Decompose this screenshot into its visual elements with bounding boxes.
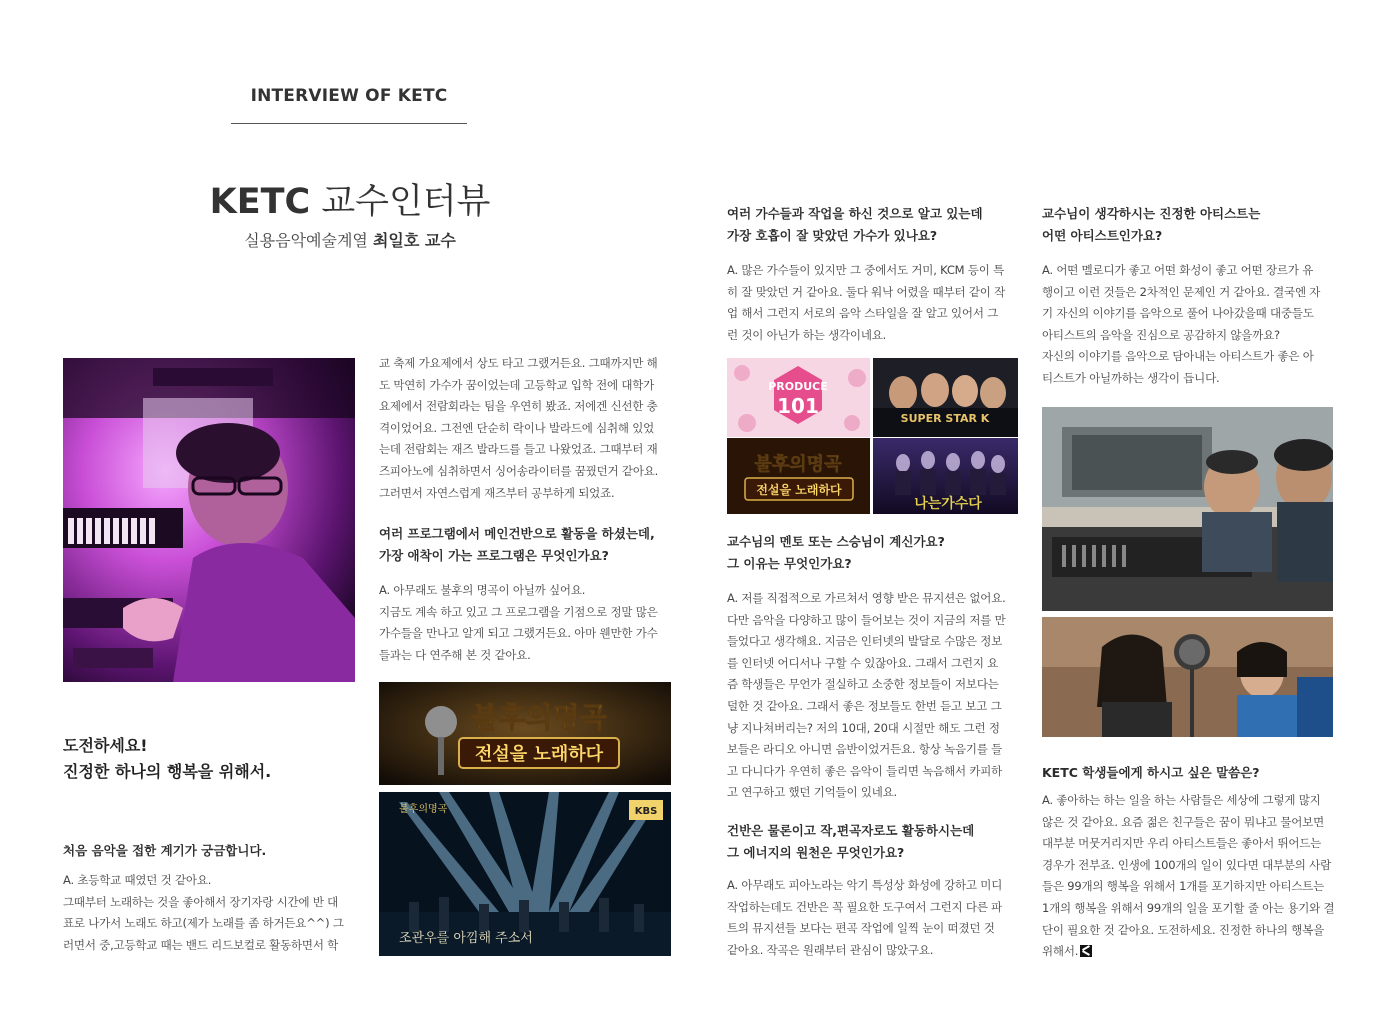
section-label: INTERVIEW OF KETC [250, 86, 448, 106]
answer-7-text: A. 좋아하는 하는 일을 하는 사람들은 세상에 그렇게 많지 않은 것 같아요. 요즘 젊은 친구들은 꿈이 뭐냐고 물어보면 대부분 머뭇거리지만 우리 아티스트들은 좋아서 뛰어드는 경우가 전부죠. 인생에 100개의 일이 있다면 대부분의 사람 들은 99개의 행복을 위해서 1개를 포기하지만 아티스트는 1개의 행복을 위해서 99개의 일을 포기할 줄 아는 용기와 결 단이 필요한 것 같아요. 도전하세요. 진정한 하나의 행복을 위해서. [1042, 793, 1335, 959]
stage-logo: 불후의명곡 [399, 804, 448, 815]
question-7: KETC 학생들에게 하시고 싶은 말씀은? [1042, 765, 1260, 780]
immortal-songs-logo-image [727, 438, 870, 514]
title-divider [231, 123, 467, 124]
answer-2: A. 아무래도 불후의 명곡이 아닐까 싶어요. 지금도 계속 하고 있고 그 프로그램을 기점으로 정말 많은 가수들을 만나고 알게 되고 그랬거든요. 아마 웬만한 가수 들과는 다 연주해 본 것 같아요. [379, 583, 658, 662]
question-6: 교수님이 생각하시는 진정한 아티스트는 어떤 아티스트인가요? [1042, 206, 1261, 243]
subtitle-department: 실용음악예술계열 [244, 231, 373, 250]
slogan: 도전하세요! 진정한 하나의 행복을 위해서. [63, 736, 272, 781]
broadcaster-badge: KBS [634, 806, 658, 817]
superstar-k-image [873, 358, 1018, 437]
question-1: 처음 음악을 접한 계기가 궁금합니다. [63, 843, 267, 858]
produce101-image [727, 358, 870, 437]
title-brand: KETC [209, 182, 311, 222]
answer-6: A. 어떤 멜로디가 좋고 어떤 화성이 좋고 어떤 장르가 유 행이고 이런 것들은 2차적인 문제인 거 같아요. 결국엔 자 기 자신의 이야기를 음악으로 풀어 나아갔을때 대중들도 아티스트의 음악을 진심으로 공감하지 않을까요? 자신의 이야기를 음악으로 담아내는 아티스트가 좋은 아 티스트가 아닐까하는 생각이 듭니다. [1042, 263, 1321, 385]
subtitle-professor: 최일호 교수 [372, 231, 456, 250]
image-caption-main: 불후의명곡 [471, 701, 607, 734]
singer-show-logo: 나는가수다 [914, 496, 982, 512]
stage-caption: 조관우를 아낌해 주소서 [399, 931, 533, 946]
question-3: 여러 가수들과 작업을 하신 것으로 알고 있는데 가장 호흡이 잘 맞았던 가수가 있나요? [727, 206, 983, 243]
answer-3: A. 많은 가수들이 있지만 그 중에서도 거미, KCM 등이 특 히 잘 맞았던 거 같아요. 둘다 워낙 어렸을 때부터 같이 작 업 해서 그런지 서로의 음악 스타일을 잘 알고 있어서 그 런 것이 아닌가 하는 생각이네요. [727, 263, 1006, 342]
answer-1: A. 초등학교 때였던 것 같아요. 그때부터 노래하는 것을 좋아해서 장기자랑 시간에 반 대 표로 나가서 노래도 하고(제가 노래를 좀 하거든요^^) 그 러면서 중,고등학교 때는 밴드 리드보컬로 활동하면서 학 [63, 873, 344, 952]
answer-1-continued: 교 축제 가요제에서 상도 타고 그랬거든요. 그때까지만 해 도 막연히 가수가 꿈이었는데 고등학교 입학 전에 대학가 요제에서 전람회라는 팀을 우연히 봤죠. 저에겐 신선한 충 격이었어요. 그전엔 단순히 락이나 발라드에 심취해 있었 는데 전람회는 재즈 발라드를 들고 나왔었죠. 그때부터 재 즈피아노에 심취하면서 싱어송라이터를 꿈꿨던거 같아요. 그러면서 자연스럽게 재즈부터 공부하게 되었죠. [379, 356, 659, 500]
question-2: 여러 프로그램에서 메인건반으로 활동을 하셨는데, 가장 애착이 가는 프로그램은 무엇인가요? [379, 526, 655, 563]
image-caption-sub: 전설을 노래하다 [475, 744, 603, 765]
recording-studio-photo [1042, 407, 1333, 611]
logo-sub-text: 전설을 노래하다 [756, 483, 842, 497]
end-mark-icon [1080, 945, 1092, 957]
page-title [160, 174, 540, 224]
i-am-a-singer-image [873, 438, 1018, 514]
question-5: 건반은 물론이고 작,편곡자로도 활동하시는데 그 에너지의 원천은 무엇인가요? [727, 823, 975, 860]
title-text: 교수인터뷰 [310, 182, 491, 222]
answer-7 [1042, 790, 1347, 963]
professor-photo [63, 358, 355, 682]
question-4: 교수님의 멘토 또는 스승님이 계신가요? 그 이유는 무엇인가요? [727, 534, 945, 571]
page-subtitle [160, 228, 540, 251]
produce-logo-number: 101 [777, 394, 819, 418]
stage-performance-image [379, 792, 671, 956]
produce-logo-text: PRODUCE [768, 380, 828, 393]
answer-4: A. 저를 직접적으로 가르쳐서 영향 받은 뮤지션은 없어요. 다만 음악을 다양하고 많이 들어보는 것이 지금의 저를 만 들었다고 생각해요. 지금은 인터넷의 발달로 수많은 정보 를 인터넷 어디서나 구할 수 있잖아요. 그래서 그런지 요 즘 학생들은 무언가 절실하고 소중한 정보들이 저보다는 덜한 것 같아요. 그래서 좋은 정보들도 한번 듣고 보고 그 냥 지나쳐버리는? 저의 10대, 20대 시절만 해도 그런 정 보들은 라디오 아니면 음반이었거든요. 항상 녹음기를 들 고 다니다가 우연히 좋은 음악이 들리면 녹음해서 카피하 고 연구하고 했던 기억들이 있네요. [727, 591, 1006, 800]
logo-main-text: 불후의명곡 [754, 454, 842, 475]
answer-5: A. 아무래도 피아노라는 악기 특성상 화성에 강하고 미디 작업하는데도 건반은 꼭 필요한 도구여서 그런지 다른 파 트의 뮤지션들 보다는 편곡 작업에 일찍 눈이 떠졌던 것 같아요. 작곡은 원래부터 관심이 많았구요. [727, 878, 1003, 957]
vocal-booth-photo [1042, 617, 1333, 737]
immortal-songs-title-image [379, 682, 671, 785]
superstar-logo: SUPER STAR K [900, 412, 990, 425]
